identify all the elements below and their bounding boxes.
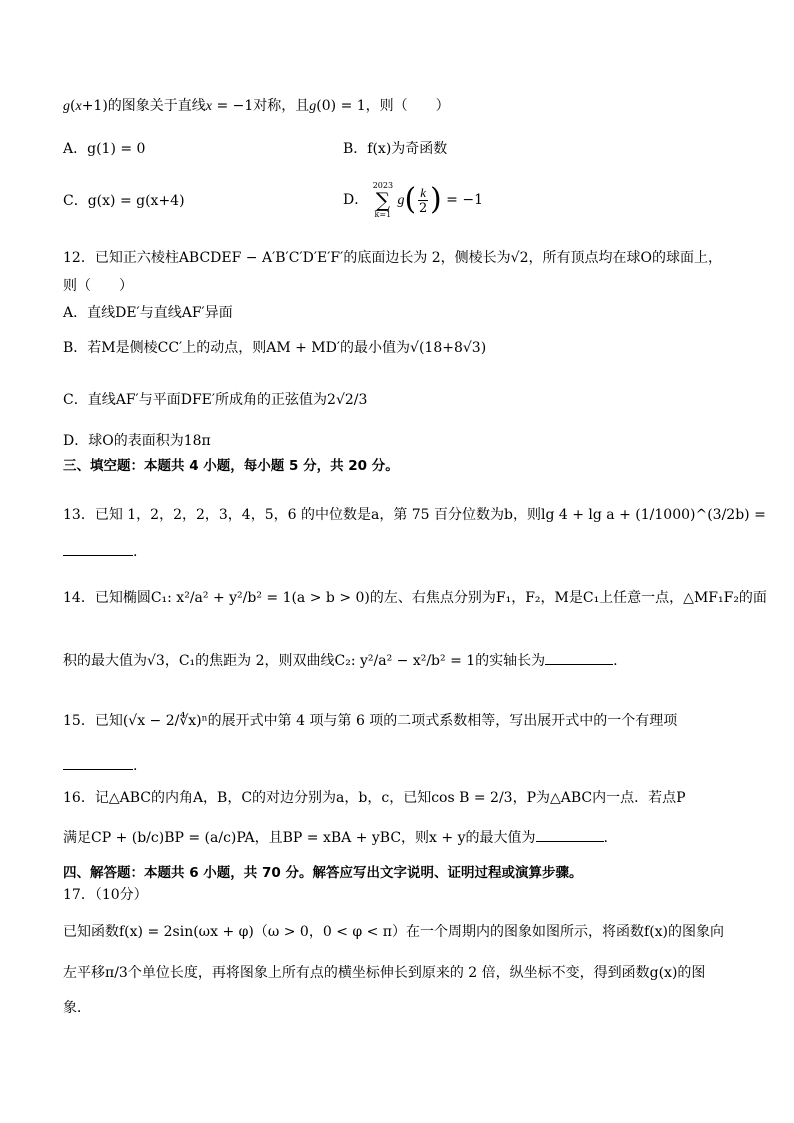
sum-lower-limit: k=1	[374, 210, 392, 219]
q16-line1: 16．记△ABC的内角A，B，C的对边分别为a，b，c，已知cos B = 2/3，P为△ABC内一点．若点P	[63, 790, 686, 806]
q17-line2: 左平移π/3个单位长度，再将图象上所有点的横坐标伸长到原来的 2 倍，纵坐标不变，得到函数g(x)的图	[63, 965, 706, 981]
q14-line1: 14．已知椭圆C₁: x²/a² + y²/b² = 1(a > b > 0)的左、右焦点分别为F₁，F₂，M是C₁上任意一点，△MF₁F₂的面	[63, 590, 767, 606]
q11-option-b: B．f(x)为奇函数	[343, 141, 448, 157]
q11-option-d-label: D．	[343, 192, 369, 208]
q12-option-d: D．球O的表面积为18π	[63, 433, 211, 449]
section-3-heading: 三、填空题：本题共 4 小题，每小题 5 分，共 20 分。	[63, 458, 399, 474]
q15-answer-blank: .	[63, 757, 137, 775]
q17-line3: 象．	[63, 1000, 91, 1016]
q13-text: 13．已知 1，2，2，2，3，4，5，6 的中位数是a，第 75 百分位数为b，则lg 4 + lg a + (1/1000)^(3/2b) =	[63, 507, 766, 523]
q16-line2: 满足CP + (b/c)BP = (a/c)PA，且BP = xBA + yBC，则x + y的最大值为 .	[63, 830, 608, 846]
q14-line2: 积的最大值为√3，C₁的焦距为 2，则双曲线C₂: y²/a² − x²/b² = 1的实轴长为 .	[63, 653, 618, 669]
q11-option-a: A．g(1) = 0	[63, 141, 146, 157]
sum-upper-limit: 2023	[372, 181, 394, 190]
q14-line2-text: 积的最大值为√3，C₁的焦距为 2，则双曲线C₂: y²/a² − x²/b² = 1的实轴长为	[63, 653, 546, 669]
q15-text: 15．已知(√x − 2/∜x)ⁿ的展开式中第 4 项与第 6 项的二项式系数相等，写出展开式中的一个有理项	[63, 713, 678, 729]
q12-stem-line1: 12．已知正六棱柱ABCDEF − A′B′C′D′E′F′的底面边长为 2，侧棱长为√2，所有顶点均在球O的球面上，	[63, 250, 722, 266]
q12-stem-line2: 则（ ）	[63, 278, 133, 294]
summation-symbol: 2023 ∑ k=1	[372, 181, 394, 219]
q11-option-d: D． 2023 ∑ k=1 g( $\frac{k}{2}$ ) = −1	[343, 181, 483, 219]
q11-stem-continuation: g(x+1)的图象关于直线x = −1对称，且g(0) = 1，则（ ）	[63, 98, 450, 114]
q17-heading: 17．（10分）	[63, 887, 148, 903]
q17-line1: 已知函数f(x) = 2sin(ωx + φ)（ω > 0，0 < φ < π）在一个周期内的图象如图所示，将函数f(x)的图象向	[63, 924, 725, 940]
q11-option-d-expr: = −1	[446, 192, 483, 208]
q11-option-c: C．g(x) = g(x+4)	[63, 193, 185, 209]
q13-answer-blank: .	[63, 543, 137, 561]
q12-option-c: C．直线AF′与平面DFE′所成角的正弦值为2√2/3	[63, 392, 368, 408]
q12-option-a: A．直线DE′与直线AF′异面	[63, 305, 233, 321]
q12-option-b: B．若M是侧棱CC′上的动点，则AM + MD′的最小值为√(18+8√3)	[63, 340, 487, 356]
section-4-heading: 四、解答题：本题共 6 小题，共 70 分。解答应写出文字说明、证明过程或演算步骤。	[63, 865, 583, 881]
q16-line2-text: 满足CP + (b/c)BP = (a/c)PA，且BP = xBA + yBC，则x + y的最大值为	[63, 830, 536, 846]
